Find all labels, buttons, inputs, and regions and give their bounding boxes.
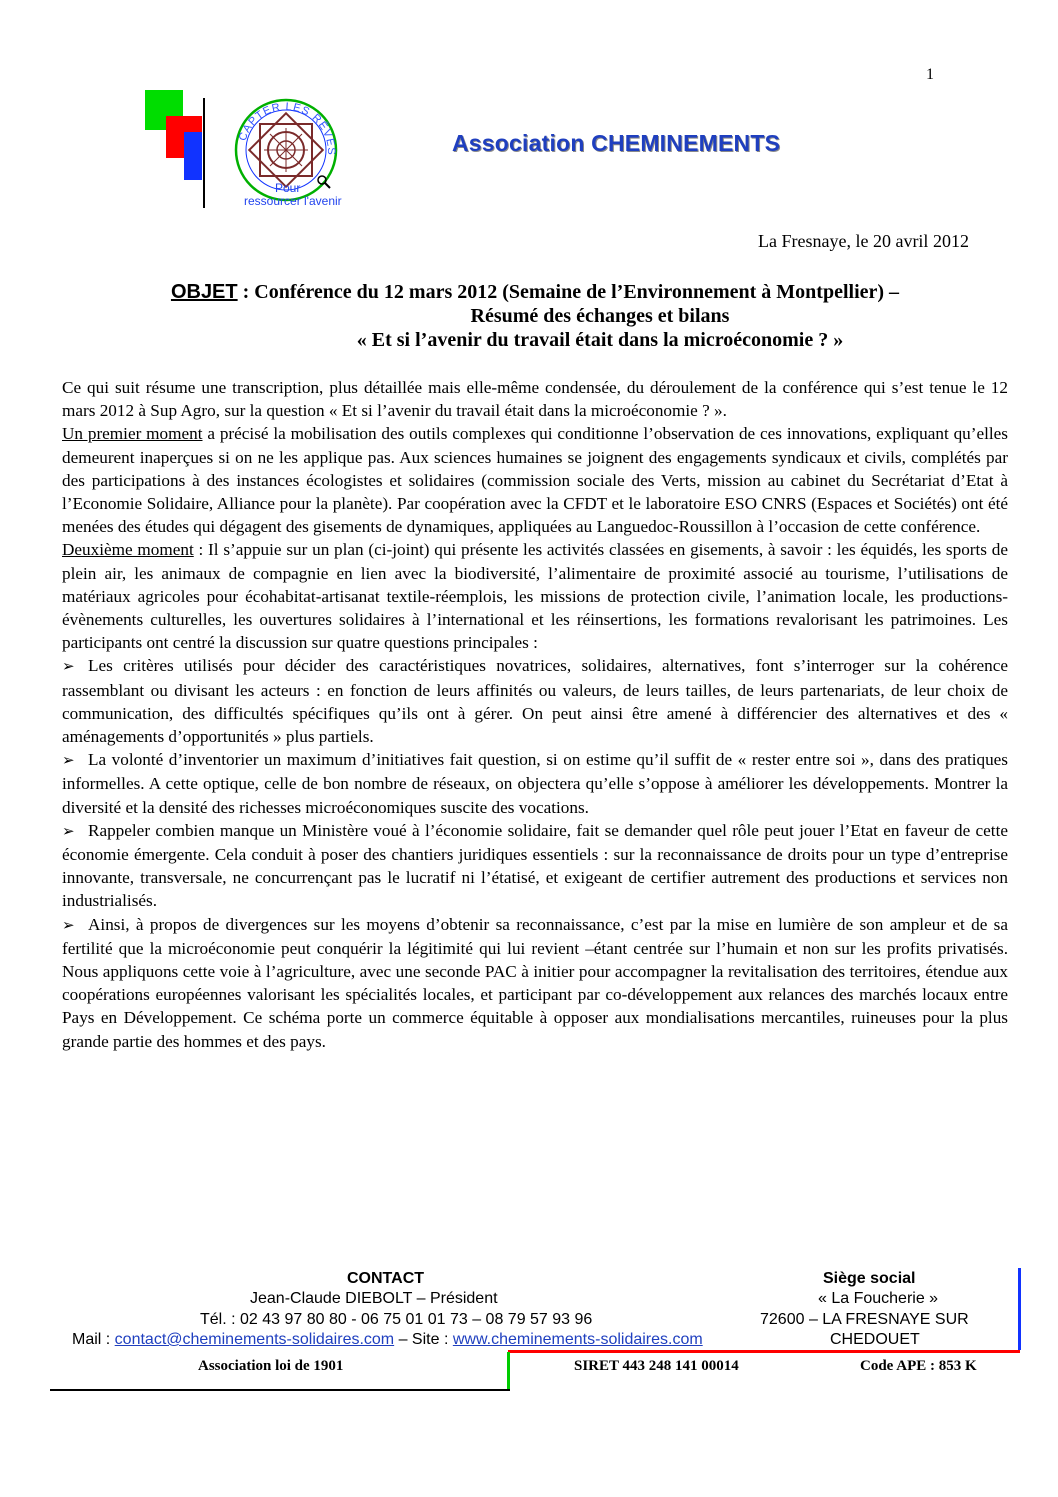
moment1-label: Un premier moment [62,424,203,444]
contact-heading: CONTACT [347,1270,425,1287]
arrow-bullet-icon: ➢ [62,657,75,676]
association-law-note: Association loi de 1901 [198,1358,344,1374]
moment1-text: a précisé la mobilisation des outils complexes qui conditionne l’observation de ces innovations, expliquant qu’elles demeurent inaperçues si on ne les applique pas. Aux sciences humaines se joignent des engagements syndicaux et civils, complétés par des participations à des instances écologistes et solidaires (commission sociale des Verts, mission au cabinet du Secrétariat d’Etat à l’Economie Solidaire, Alliance pour la planète). Par coopération avec la CFDT et le laboratoire ESO CNRS (Espaces et Sociétés) ont été menées des études qui dégagent des gisements de dynamiques, appliquées au Languedoc-Roussillon à l’occasion de cette conférence. [62,424,1008,537]
moment2-text: : Il s’appuie sur un plan (ci-joint) qui présente les activités classées en gisements, à savoir : les équidés, les sports de plein air, les animaux de compagnie en lien avec la biodiversité, l’alimentaire de proximité associé au tourisme, l’utilisations de matériaux agricoles pour écohabitat-artisanat textile-réemplois, les missions de protection civile, l’animation locale, les productions-évènements culturelles, les ouvertures solidaires à l’international et les réinsertions, les formations revalorisant les patrimoines. Les participants ont centré la discussion sur quatre questions principales : [62,540,1008,653]
bullet-item [62,748,1008,819]
siege-address-line-2: 72600 – LA FRESNAYE SUR [760,1311,969,1328]
subject-title: Conférence du 12 mars 2012 (Semaine de l’Environnement à Montpellier) – [254,281,900,303]
siege-address-line-1: « La Foucherie » [818,1290,939,1307]
logo-ring-text: CAPTER LES RÊVES [236,100,338,156]
siege-heading: Siège social [823,1270,916,1287]
moment2-paragraph [62,538,1008,654]
bullet-text: Rappeler combien manque un Ministère voué à l’économie solidaire, fait se demander quel rôle peut jouer l’Etat en faveur de cette économie émergente. Cela conduit à poser des chantiers juridiques essentiels : sur la reconnaissance de droits pour un type d’entreprise innovante, transversale, ne concurrençant pas le lucratif ni l’étatisé, et exigeant de certifier autrement des productions et services non industrialisés. [62,820,1008,911]
bullet-item [62,819,1008,913]
bullet-text: La volonté d’inventorier un maximum d’initiatives fait question, si on estime qu’il suffit de « rester entre soi », dans des pratiques informelles. A cette optique, celle de bon nombre de réseaux, on objectera qu’elle s’oppose à améliorer les développements. Montrer la diversité et la densité des richesses microéconomiques suscite des vocations. [62,750,1008,817]
arrow-bullet-icon: ➢ [62,751,75,770]
logo-blue-square [184,132,202,180]
moment1-paragraph [62,422,1008,538]
website-link[interactable]: www.cheminements-solidaires.com [452,1331,703,1348]
bullet-item [62,654,1008,748]
date-line: La Fresnaye, le 20 avril 2012 [758,231,969,251]
footer-blue-line [1018,1268,1021,1350]
siege-address-line-3: CHEDOUET [830,1331,920,1348]
subject-line-2: Résumé des échanges et bilans [470,305,730,327]
intro-paragraph: Ce qui suit résume une transcription, plus détaillée mais elle-même condensée, du déroulement de la conférence qui s’est tenue le 12 mars 2012 à Sup Agro, sur la question « Et si l’avenir du travail était dans la microéconomie ? ». [62,378,1008,421]
page-number: 1 [926,66,934,83]
subject-line-3: « Et si l’avenir du travail était dans la microéconomie ? » [356,329,844,351]
logo-divider-line [203,98,205,208]
body-text [62,376,1008,1053]
association-title: Association CHEMINEMENTS [452,130,781,156]
contact-name: Jean-Claude DIEBOLT – Président [250,1290,498,1307]
subject-separator: : [237,281,255,303]
ape-code: Code APE : 853 K [860,1358,977,1374]
mail-label: Mail : [72,1331,115,1348]
arrow-bullet-icon: ➢ [62,915,75,934]
arrow-bullet-icon: ➢ [62,821,75,840]
email-link[interactable]: contact@cheminements-solidaires.com [114,1331,395,1348]
moment2-label: Deuxième moment [62,540,194,560]
footer-red-line [508,1350,1020,1353]
contact-mail-line [72,1331,703,1349]
subject-label: OBJET [170,281,238,303]
siret-number: SIRET 443 248 141 00014 [574,1358,739,1374]
bullet-item [62,913,1008,1053]
bullet-text: Ainsi, à propos de divergences sur les moyens d’obtenir sa reconnaissance, c’est par la mise en lumière de son ampleur et de sa fertilité que la microéconomie peut conquérir la légitimité qui lui revient –étant centrée sur l’humain et non sur les profits privatisés. Nous appliquons cette voie à l’agriculture, avec une seconde PAC à initier pour accompagner la revitalisation des territoires, étendue aux coopérations européennes valorisant les spécialités locales, et participant par co-développement aux relances des marchés locaux entre Pays en Développement. Ce schéma porte un commerce équitable à opposer aux mondialisations mercantiles, ruineuses pour la plus grande partie des hommes et des pays. [62,914,1008,1051]
footer-black-line [50,1389,510,1391]
footer-green-line [507,1352,510,1390]
site-label: – Site : [394,1331,453,1348]
contact-phones: Tél. : 02 43 97 80 80 - 06 75 01 01 73 – 08 79 57 93 96 [200,1311,593,1328]
bullet-text: Les critères utilisés pour décider des caractéristiques novatrices, solidaires, alternatives, font s’interroger sur la cohérence rassemblant ou divisant les acteurs : en fonction de leurs affinités ou valeurs, de leurs tailles, de leurs partenariats, de leur choix de communication, des difficultés spécifiques qu’ils ont à gérer. On peut ainsi être amené à différencier des alternatives et des « aménagements d’opportunités » plus partiels. [62,656,1008,747]
logo-tagline-1: Pour [275,181,301,195]
logo-tagline-2: ressourcer l'avenir [244,194,342,208]
emblem-pattern [249,113,323,187]
subject-line-1 [60,281,1010,304]
